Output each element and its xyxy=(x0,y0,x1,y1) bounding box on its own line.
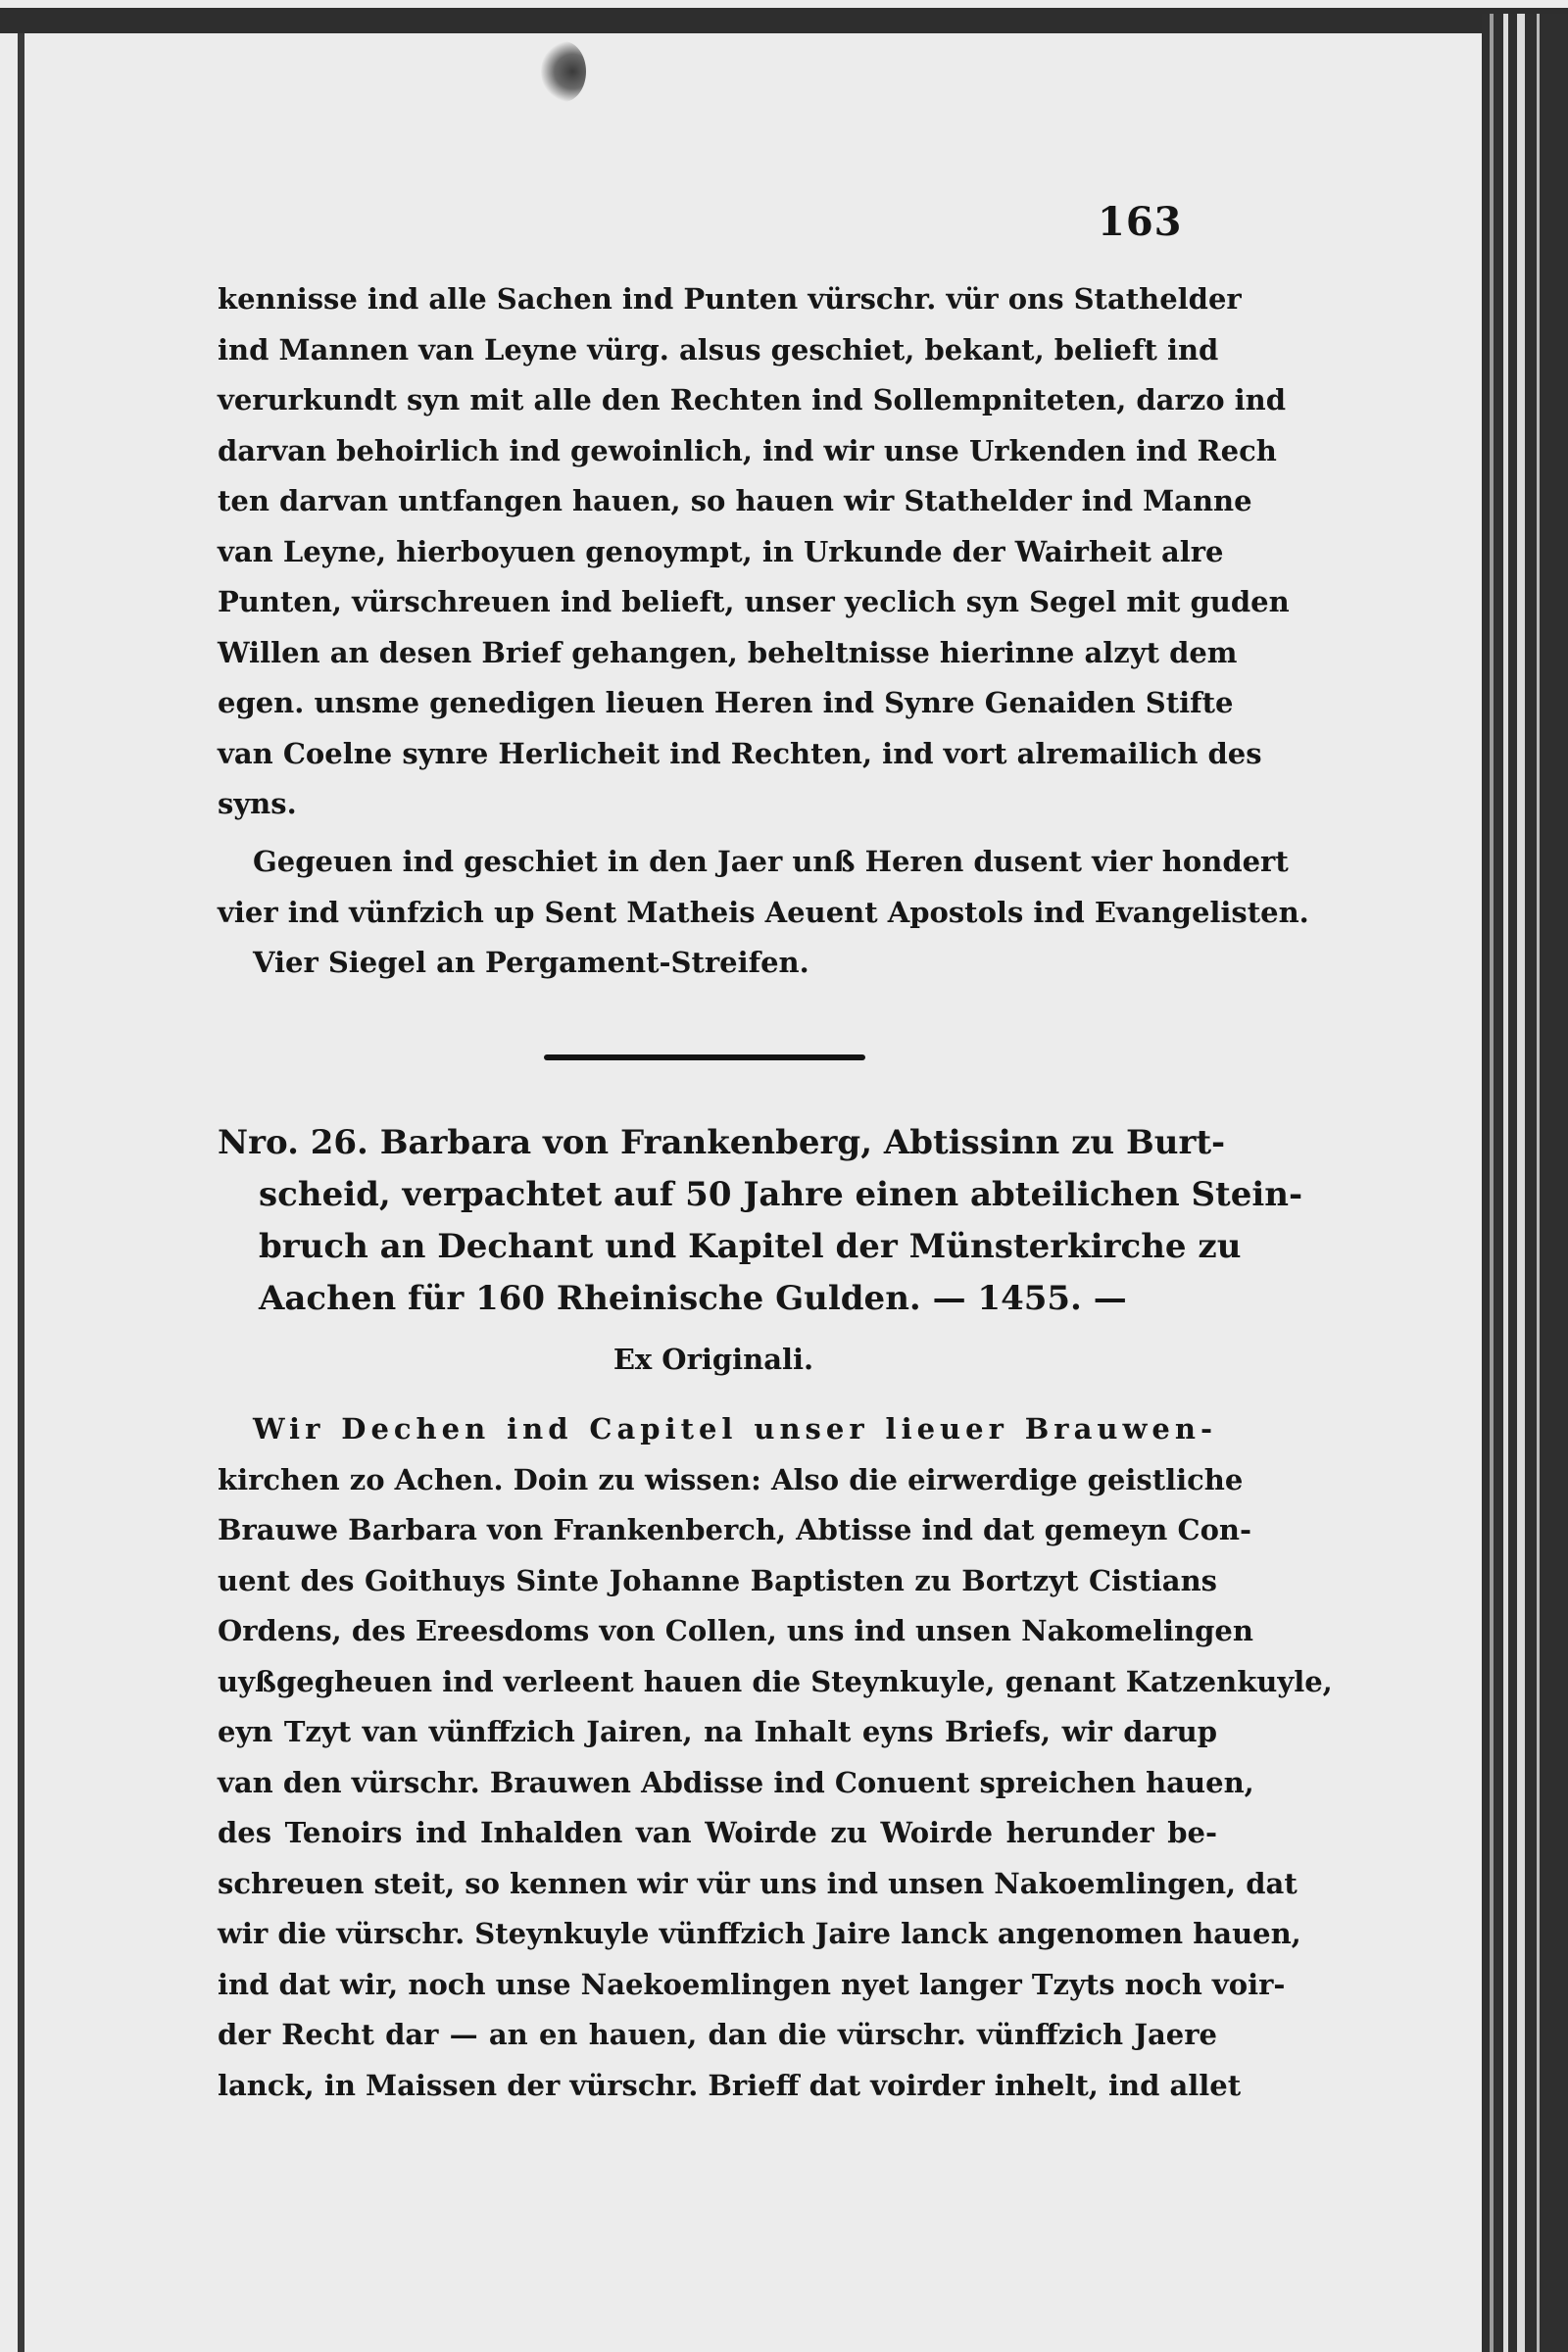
section-divider xyxy=(544,1054,865,1060)
text-line: kirchen zo Achen. Doin zu wissen: Also die eirwerdige geistliche xyxy=(218,1462,1244,1496)
text-line: vier ind vünfzich up Sent Matheis Aeuent Apostols ind Evangelisten. xyxy=(218,895,1309,929)
scan-top-border xyxy=(0,8,1568,33)
source-note: Ex Originali. xyxy=(612,1343,814,1376)
punch-hole-shadow xyxy=(541,41,586,102)
text-line: darvan behoirlich ind gewoinlich, ind wir unse Urkenden ind Rech xyxy=(218,433,1277,467)
heading-line: scheid, verpachtet auf 50 Jahre einen abteilichen Stein- xyxy=(259,1175,1303,1214)
entry-heading xyxy=(218,1117,1303,1325)
heading-line: bruch an Dechant und Kapitel der Münsterkirche zu xyxy=(259,1227,1242,1266)
charter-body xyxy=(218,1404,1333,2111)
text-line: van den vürschr. Brauwen Abdisse ind Conuent spreichen hauen, xyxy=(218,1765,1254,1799)
text-line: ind dat wir, noch unse Naekoemlingen nyet langer Tzyts noch voir- xyxy=(218,1967,1286,2001)
text-line: syns. xyxy=(218,787,297,820)
text-line: egen. unsme genedigen lieuen Heren ind Synre Genaiden Stifte xyxy=(218,686,1234,719)
text-line: van Leyne, hierboyuen genoympt, in Urkunde der Wairheit alre xyxy=(218,534,1224,568)
text-line: Wir Dechen ind Capitel unser lieuer Brauwen- xyxy=(253,1412,1217,1446)
book-cover-edge xyxy=(1482,14,1568,2352)
text-line: eyn Tzyt van vünffzich Jairen, na Inhalt eyns Briefs, wir darup xyxy=(218,1715,1217,1748)
seal-note: Vier Siegel an Pergament-Streifen. xyxy=(253,946,809,979)
text-line: ten darvan untfangen hauen, so hauen wir Stathelder ind Manne xyxy=(218,484,1252,517)
heading-line: Aachen für 160 Rheinische Gulden. — 1455. — xyxy=(259,1279,1127,1318)
heading-line: Nro. 26. Barbara von Frankenberg, Abtissinn zu Burt- xyxy=(218,1123,1226,1162)
text-line: verurkundt syn mit alle den Rechten ind Sollempniteten, darzo ind xyxy=(218,383,1287,416)
text-line: Gegeuen ind geschiet in den Jaer unß Heren dusent vier hondert xyxy=(253,845,1289,878)
text-line: Willen an desen Brief gehangen, beheltnisse hierinne alzyt dem xyxy=(218,635,1238,669)
text-line: uent des Goithuys Sinte Johanne Baptisten zu Bortzyt Cistians xyxy=(218,1563,1217,1597)
text-line: Brauwe Barbara von Frankenberch, Abtisse ind dat gemeyn Con- xyxy=(218,1513,1252,1546)
text-line: uyßgegheuen ind verleent hauen die Steynkuyle, genant Katzenkuyle, xyxy=(218,1664,1333,1698)
closing-paragraph xyxy=(218,837,1309,989)
page-number: 163 xyxy=(1098,199,1183,245)
text-line: wir die vürschr. Steynkuyle vünffzich Jaire lanck angenomen hauen, xyxy=(218,1917,1301,1950)
text-line: des Tenoirs ind Inhalden van Woirde zu Woirde herunder be- xyxy=(218,1816,1217,1849)
text-line: schreuen steit, so kennen wir vür uns ind unsen Nakoemlingen, dat xyxy=(218,1866,1298,1900)
text-line: kennisse ind alle Sachen ind Punten vürschr. vür ons Stathelder xyxy=(218,282,1242,316)
binding-edge xyxy=(18,33,24,2352)
text-line: lanck, in Maissen der vürschr. Brieff dat voirder inhelt, ind allet xyxy=(218,2068,1242,2102)
text-line: Ordens, des Ereesdoms von Collen, uns ind unsen Nakomelingen xyxy=(218,1614,1253,1647)
text-line: ind Mannen van Leyne vürg. alsus geschiet, bekant, belieft ind xyxy=(218,332,1219,367)
continuation-paragraph xyxy=(218,274,1290,830)
text-line: der Recht dar — an en hauen, dan die vürschr. vünffzich Jaere xyxy=(218,2018,1217,2051)
text-line: van Coelne synre Herlicheit ind Rechten, ind vort alremailich des xyxy=(218,736,1262,770)
text-line: Punten, vürschreuen ind belieft, unser yeclich syn Segel mit guden xyxy=(218,585,1290,618)
